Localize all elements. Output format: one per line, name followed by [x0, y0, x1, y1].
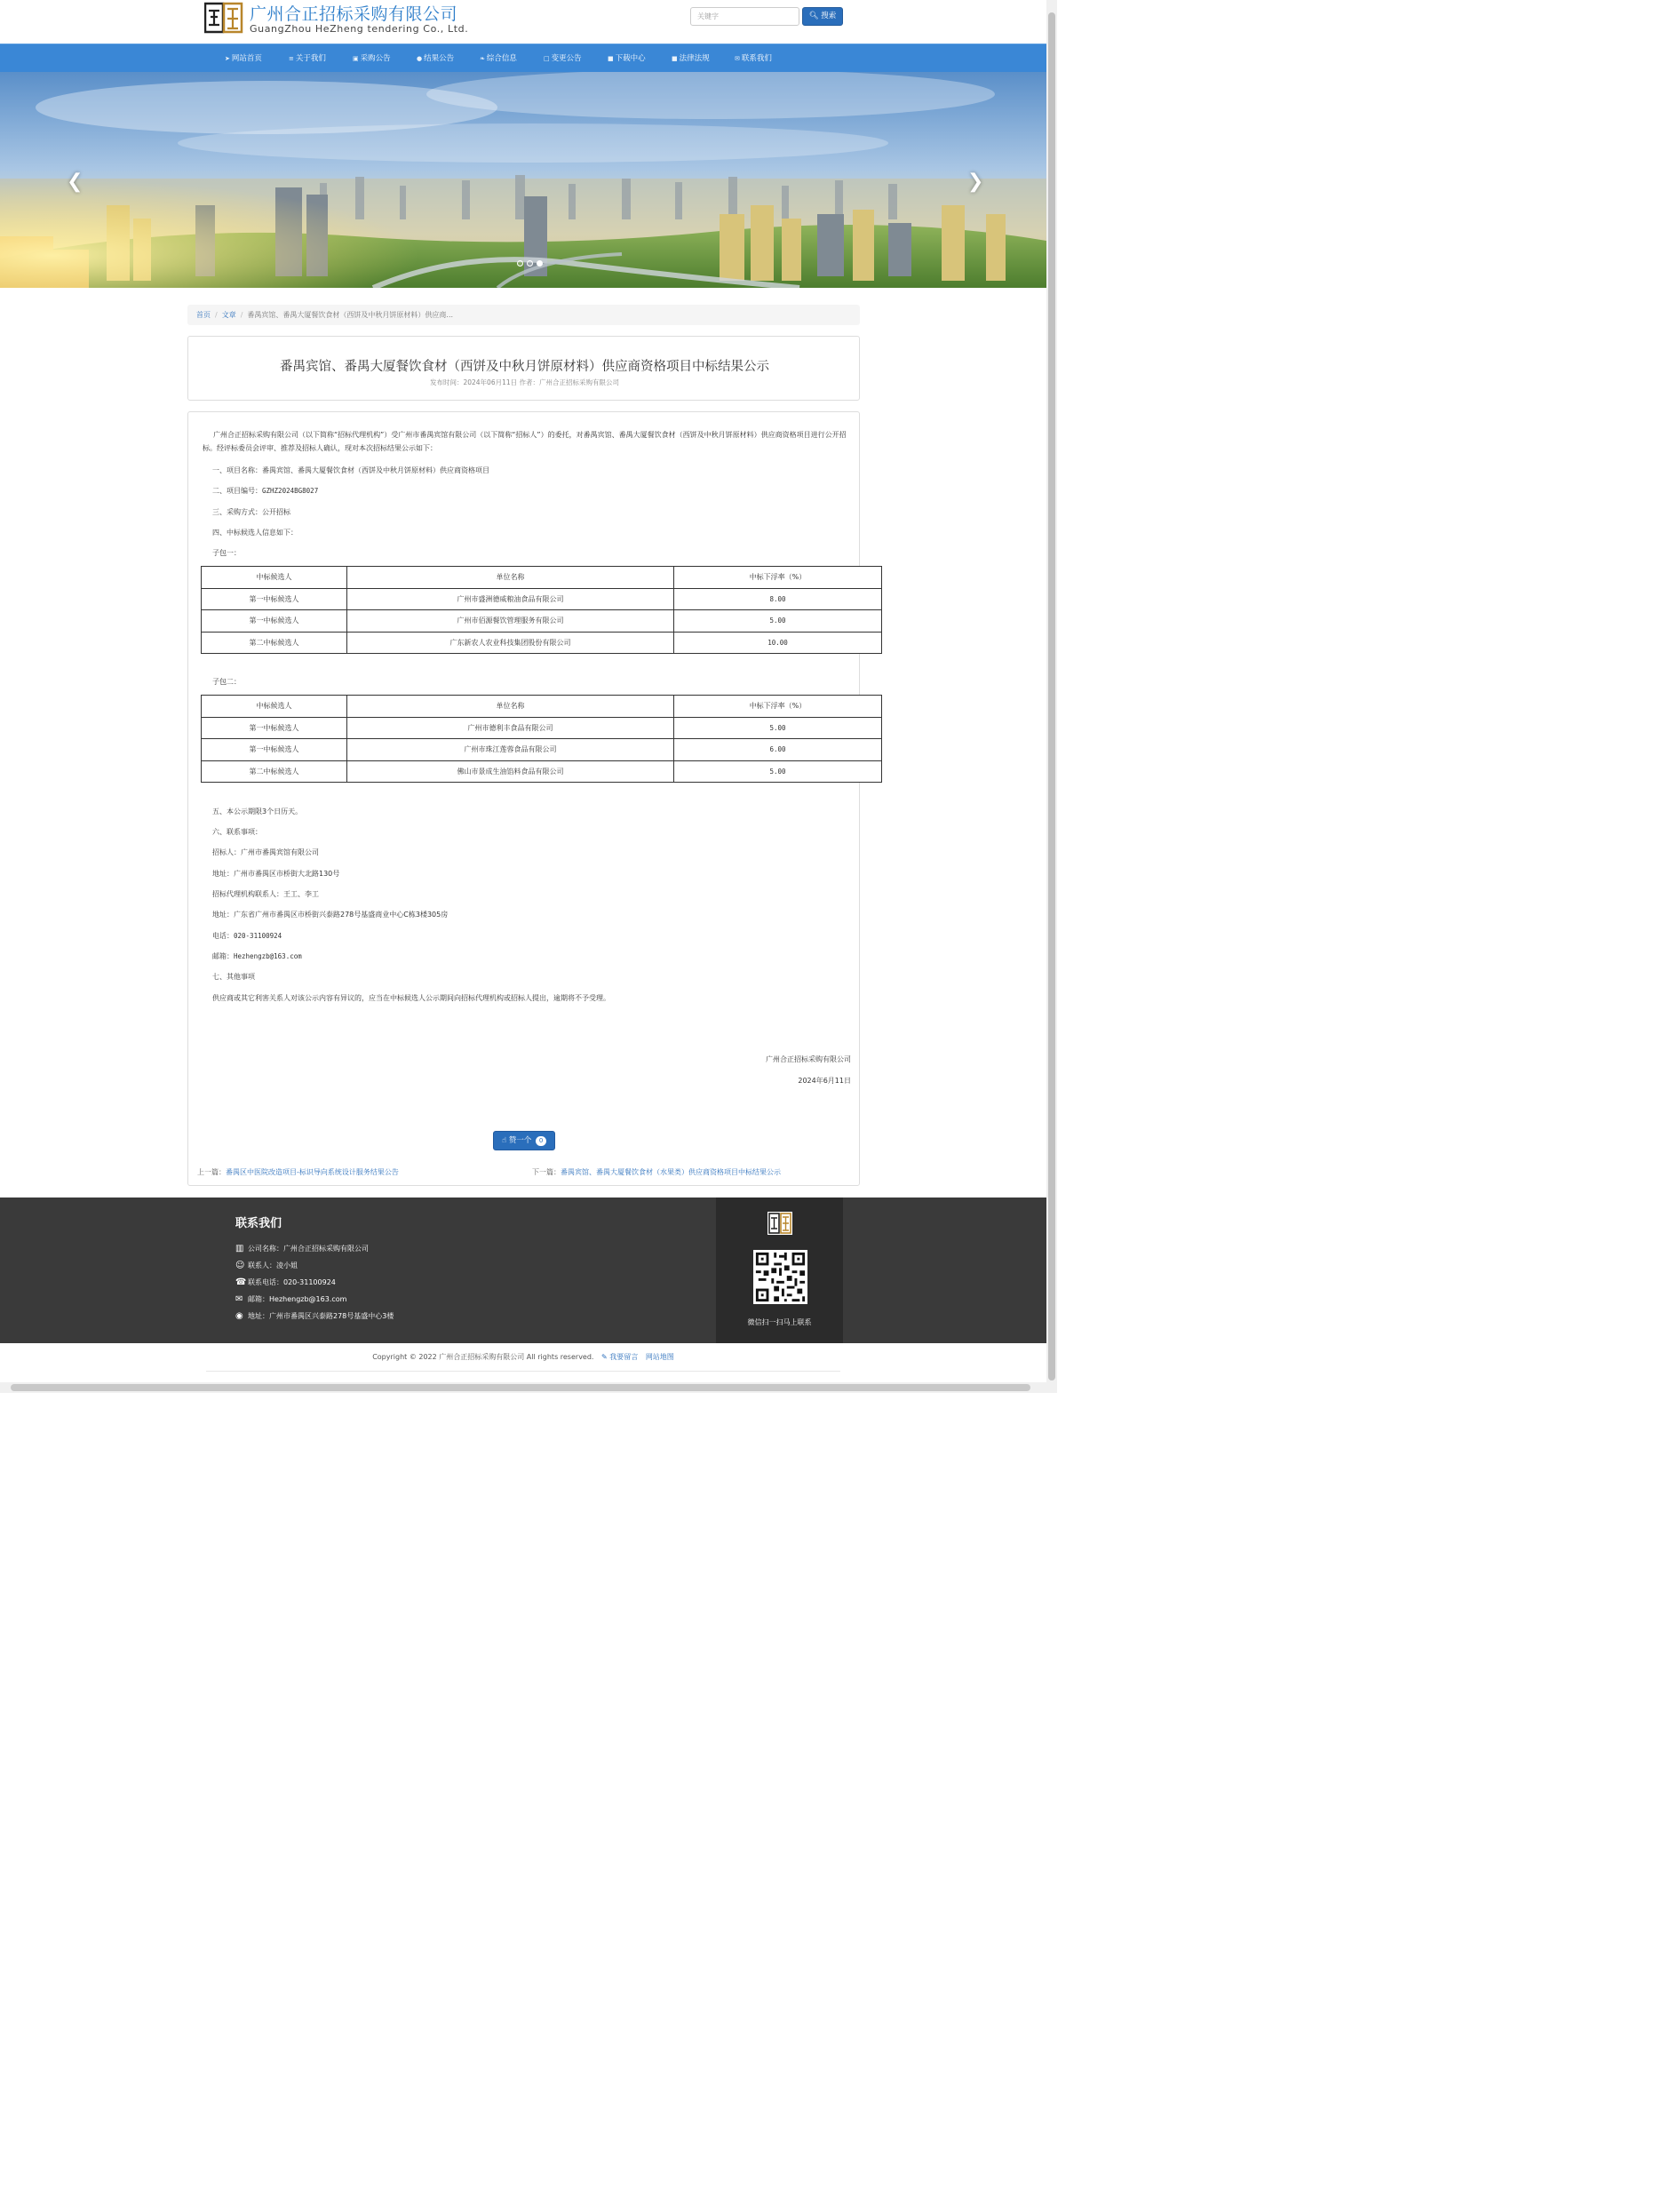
- prev-article: [197, 1167, 399, 1177]
- procurement-method: 三、采购方式：公开招标: [212, 508, 290, 516]
- horizontal-scrollbar[interactable]: [0, 1382, 1046, 1393]
- nav-item-downloads[interactable]: [608, 44, 646, 73]
- footer-address-value: 广州市番禺区兴泰路278号基盛中心3楼: [269, 1312, 394, 1320]
- contact-heading: 六、联系事项：: [212, 828, 262, 836]
- vertical-scroll-thumb[interactable]: [1048, 12, 1055, 1381]
- copyright-bar: [0, 1352, 1046, 1362]
- table-cell: 5.00: [674, 717, 882, 739]
- table-header: 中标候选人: [202, 696, 347, 718]
- like-button-label: 赞一个: [508, 1136, 532, 1145]
- like-button[interactable]: [493, 1131, 555, 1150]
- footer-contact: [235, 1261, 298, 1270]
- table-cell: 广东新农人农业科技集团股份有限公司: [347, 632, 674, 654]
- table-cell: 广州市佰源餐饮管理服务有限公司: [347, 610, 674, 633]
- search-icon: 🔍︎: [808, 12, 819, 20]
- phone-icon: ☎: [235, 1277, 247, 1287]
- table-header: 中标下浮率（%）: [674, 567, 882, 589]
- nav-item-procurement[interactable]: [353, 44, 391, 73]
- nav-item-home[interactable]: [225, 44, 262, 73]
- contact-address-tenderer: 地址：广州市番禺区市桥街大北路130号: [212, 870, 340, 878]
- contact-tenderer: 招标人：广州市番禺宾馆有限公司: [212, 848, 319, 856]
- breadcrumb: 首页 / 文章 / 番禺宾馆、番禺大厦餐饮食材（西饼及中秋月饼原材料）供应商...: [187, 305, 860, 325]
- envelope-icon: ✉: [235, 1294, 243, 1304]
- download-icon: ■: [608, 55, 614, 62]
- table-cell: 10.00: [674, 632, 882, 654]
- candidates-heading: 四、中标候选人信息如下：: [212, 529, 298, 537]
- footer-phone: [235, 1277, 336, 1287]
- objection-notice: 供应商或其它利害关系人对该公示内容有异议的，应当在中标候选人公示期间向招标代理机构或招标人提出，逾期将不予受理。: [212, 994, 610, 1002]
- contact-phone-value: 020-31100924: [234, 932, 282, 940]
- logo-mark-icon: [204, 2, 243, 34]
- search-button-label: 搜索: [821, 12, 837, 20]
- footer-address: [235, 1311, 394, 1321]
- footer-logo-icon: [767, 1212, 792, 1235]
- footer-phone-label: 联系电话：: [248, 1278, 283, 1286]
- project-name: 一、项目名称：番禺宾馆、番禺大厦餐饮食材（西饼及中秋月饼原材料）供应商资格项目: [212, 466, 489, 474]
- table-header: 单位名称: [347, 696, 674, 718]
- article-meta: 发布时间：2024年06月11日 作者：广州合正招标采购有限公司: [429, 378, 620, 386]
- footer-email-value: Hezhengzb@163.com: [269, 1295, 347, 1303]
- table-header: 中标下浮率（%）: [674, 696, 882, 718]
- contact-address-agent: 地址：广东省广州市番禺区市桥街兴泰路278号基盛商业中心C栋3楼305房: [212, 911, 449, 919]
- table-header-row: [202, 567, 882, 589]
- footer-contact-label: 联系人：: [248, 1261, 276, 1269]
- building-icon: ▥: [235, 1244, 244, 1253]
- table-header: 单位名称: [347, 567, 674, 589]
- table-cell: 5.00: [674, 610, 882, 633]
- package-two-table: [201, 695, 882, 783]
- nav-item-changes[interactable]: [544, 44, 582, 73]
- prev-article-link[interactable]: 番禺区中医院改造项目-标识导向系统设计服务结果公告: [226, 1168, 399, 1176]
- table-cell: 广州市盛洲德威粮油食品有限公司: [347, 588, 674, 610]
- breadcrumb-section[interactable]: 文章: [221, 311, 236, 319]
- nav-label: 下载中心: [615, 54, 646, 63]
- banner-carousel[interactable]: [0, 72, 1046, 288]
- table-row: [202, 588, 882, 610]
- carousel-dot[interactable]: [527, 260, 533, 267]
- search-button[interactable]: [802, 7, 843, 26]
- footer-company: [235, 1244, 369, 1253]
- other-matters-heading: 七、其他事项: [212, 973, 255, 981]
- site-footer: [0, 1198, 1046, 1343]
- footer-phone-value: 020-31100924: [283, 1278, 336, 1286]
- table-cell: 佛山市景成生油馅料食品有限公司: [347, 760, 674, 783]
- signature-date: 2024年6月11日: [798, 1077, 851, 1085]
- breadcrumb-current: 番禺宾馆、番禺大厦餐饮食材（西饼及中秋月饼原材料）供应商...: [247, 311, 454, 319]
- next-article-label: 下一篇：: [532, 1168, 561, 1176]
- table-cell: 第一中标候选人: [202, 717, 347, 739]
- users-icon: ☺: [235, 1261, 245, 1270]
- nav-item-about[interactable]: [289, 44, 326, 73]
- table-cell: 第二中标候选人: [202, 760, 347, 783]
- next-article: [532, 1167, 781, 1177]
- breadcrumb-home[interactable]: 首页: [196, 311, 211, 319]
- carousel-next-icon[interactable]: ❯: [967, 171, 984, 193]
- notice-period: 五、本公示期限3个日历天。: [212, 808, 303, 816]
- vertical-scrollbar[interactable]: [1046, 0, 1057, 1393]
- package-two-label: 子包二：: [212, 678, 241, 686]
- contact-email: [212, 951, 302, 961]
- thumbs-up-icon: ☝: [501, 1136, 507, 1145]
- carousel-dot[interactable]: [517, 260, 523, 267]
- prev-article-label: 上一篇：: [197, 1168, 226, 1176]
- table-row: [202, 632, 882, 654]
- next-article-link[interactable]: 番禺宾馆、番禺大厦餐饮食材（水果类）供应商资格项目中标结果公示: [561, 1168, 781, 1176]
- article-title-panel: [187, 336, 860, 401]
- brand-name-cn[interactable]: 广州合正招标采购有限公司: [250, 4, 458, 24]
- table-cell: 第一中标候选人: [202, 739, 347, 761]
- nav-label: 采购公告: [360, 54, 391, 63]
- globe-icon: ●: [417, 55, 423, 62]
- site-header: [0, 0, 1046, 44]
- carousel-prev-icon[interactable]: ❮: [67, 171, 84, 193]
- city-panorama-image: [0, 72, 1046, 288]
- project-number-value: GZHZ2024BG8027: [262, 487, 319, 495]
- nav-item-contact[interactable]: [735, 44, 772, 73]
- contact-email-value: Hezhengzb@163.com: [234, 952, 302, 960]
- calendar-icon: □: [544, 55, 550, 62]
- copyright-text: Copyright © 2022 广州合正招标采购有限公司 All rights reserved.: [372, 1353, 594, 1361]
- cart-icon: ▣: [353, 55, 359, 62]
- signature-company: 广州合正招标采购有限公司: [766, 1055, 851, 1063]
- footer-email: [235, 1294, 346, 1304]
- package-one-label: 子包一：: [212, 549, 241, 557]
- table-row: [202, 760, 882, 783]
- table-cell: 广州市德利丰食品有限公司: [347, 717, 674, 739]
- list-icon: ≡: [289, 55, 294, 62]
- table-cell: 6.00: [674, 739, 882, 761]
- qr-caption: 微信扫一扫马上联系: [747, 1318, 812, 1326]
- mail-icon: ✉: [735, 55, 740, 62]
- nav-label: 综合信息: [486, 54, 517, 63]
- map-marker-icon: ◉: [235, 1311, 243, 1321]
- table-cell: 第一中标候选人: [202, 610, 347, 633]
- table-cell: 第二中标候选人: [202, 632, 347, 654]
- bottom-divider: [206, 1371, 840, 1372]
- edit-icon: ✎: [601, 1353, 608, 1361]
- table-cell: 8.00: [674, 588, 882, 610]
- table-row: [202, 739, 882, 761]
- table-row: [202, 717, 882, 739]
- nav-item-laws[interactable]: [672, 44, 710, 73]
- footer-contact-value: 凌小姐: [276, 1261, 298, 1269]
- page: [0, 0, 1057, 1393]
- table-cell: 广州市珠江莲蓉食品有限公司: [347, 739, 674, 761]
- table-cell: 第一中标候选人: [202, 588, 347, 610]
- qr-panel: [716, 1198, 843, 1343]
- nav-label: 变更公告: [551, 54, 582, 63]
- footer-company-label: 公司名称：: [248, 1245, 283, 1253]
- table-header-row: [202, 696, 882, 718]
- package-one-table: [201, 566, 882, 654]
- article-title: 番禺宾馆、番禺大厦餐饮食材（西饼及中秋月饼原材料）供应商资格项目中标结果公示: [280, 360, 769, 374]
- project-number-label: 二、项目编号：: [212, 487, 262, 495]
- footer-address-label: 地址：: [248, 1312, 269, 1320]
- table-cell: 5.00: [674, 760, 882, 783]
- wechat-qr-code: [753, 1250, 807, 1304]
- search-input[interactable]: 关键字: [690, 7, 799, 26]
- bookmark-icon: ■: [672, 55, 678, 62]
- leave-message-link[interactable]: [601, 1353, 638, 1361]
- contact-email-label: 邮箱：: [212, 952, 234, 960]
- nav-label: 关于我们: [295, 54, 326, 63]
- brand-name-en: GuangZhou HeZheng tendering Co., Ltd.: [250, 23, 469, 35]
- nav-item-results[interactable]: [417, 44, 454, 73]
- contact-phone-label: 电话：: [212, 932, 234, 940]
- logo[interactable]: [204, 2, 243, 34]
- nav-item-info[interactable]: [480, 44, 517, 73]
- contact-phone: [212, 931, 282, 941]
- send-icon: ➤: [225, 55, 230, 62]
- table-header: 中标候选人: [202, 567, 347, 589]
- carousel-dot-active[interactable]: [537, 260, 543, 267]
- article-intro: 广州合正招标采购有限公司（以下简称“招标代理机构”）受广州市番禺宾馆有限公司（以下简称“招标人”）的委托，对番禺宾馆、番禺大厦餐饮食材（西饼及中秋月饼原材料）供应商资格项目进行公开招标。经评标委员会评审、推荐及招标人确认，现对本次招标结果公示如下：: [203, 431, 847, 452]
- footer-email-label: 邮箱：: [248, 1295, 269, 1303]
- footer-company-value: 广州合正招标采购有限公司: [283, 1245, 369, 1253]
- leave-message-label: 我要留言: [609, 1353, 639, 1361]
- table-row: [202, 610, 882, 633]
- horizontal-scroll-thumb[interactable]: [11, 1384, 1030, 1391]
- footer-title: 联系我们: [235, 1217, 282, 1230]
- project-number: [212, 486, 318, 496]
- nav-label: 结果公告: [424, 54, 455, 63]
- main-nav: [0, 44, 1046, 72]
- leaf-icon: ❧: [480, 55, 485, 62]
- like-count-badge: 0: [536, 1136, 546, 1146]
- nav-label: 联系我们: [741, 54, 772, 63]
- nav-label: 网站首页: [231, 54, 262, 63]
- article-content-panel: [187, 411, 860, 1186]
- nav-label: 法律法规: [679, 54, 710, 63]
- contact-agent: 招标代理机构联系人：王工、李工: [212, 890, 319, 898]
- sitemap-link[interactable]: 网站地图: [645, 1353, 674, 1361]
- carousel-indicators: [517, 260, 546, 269]
